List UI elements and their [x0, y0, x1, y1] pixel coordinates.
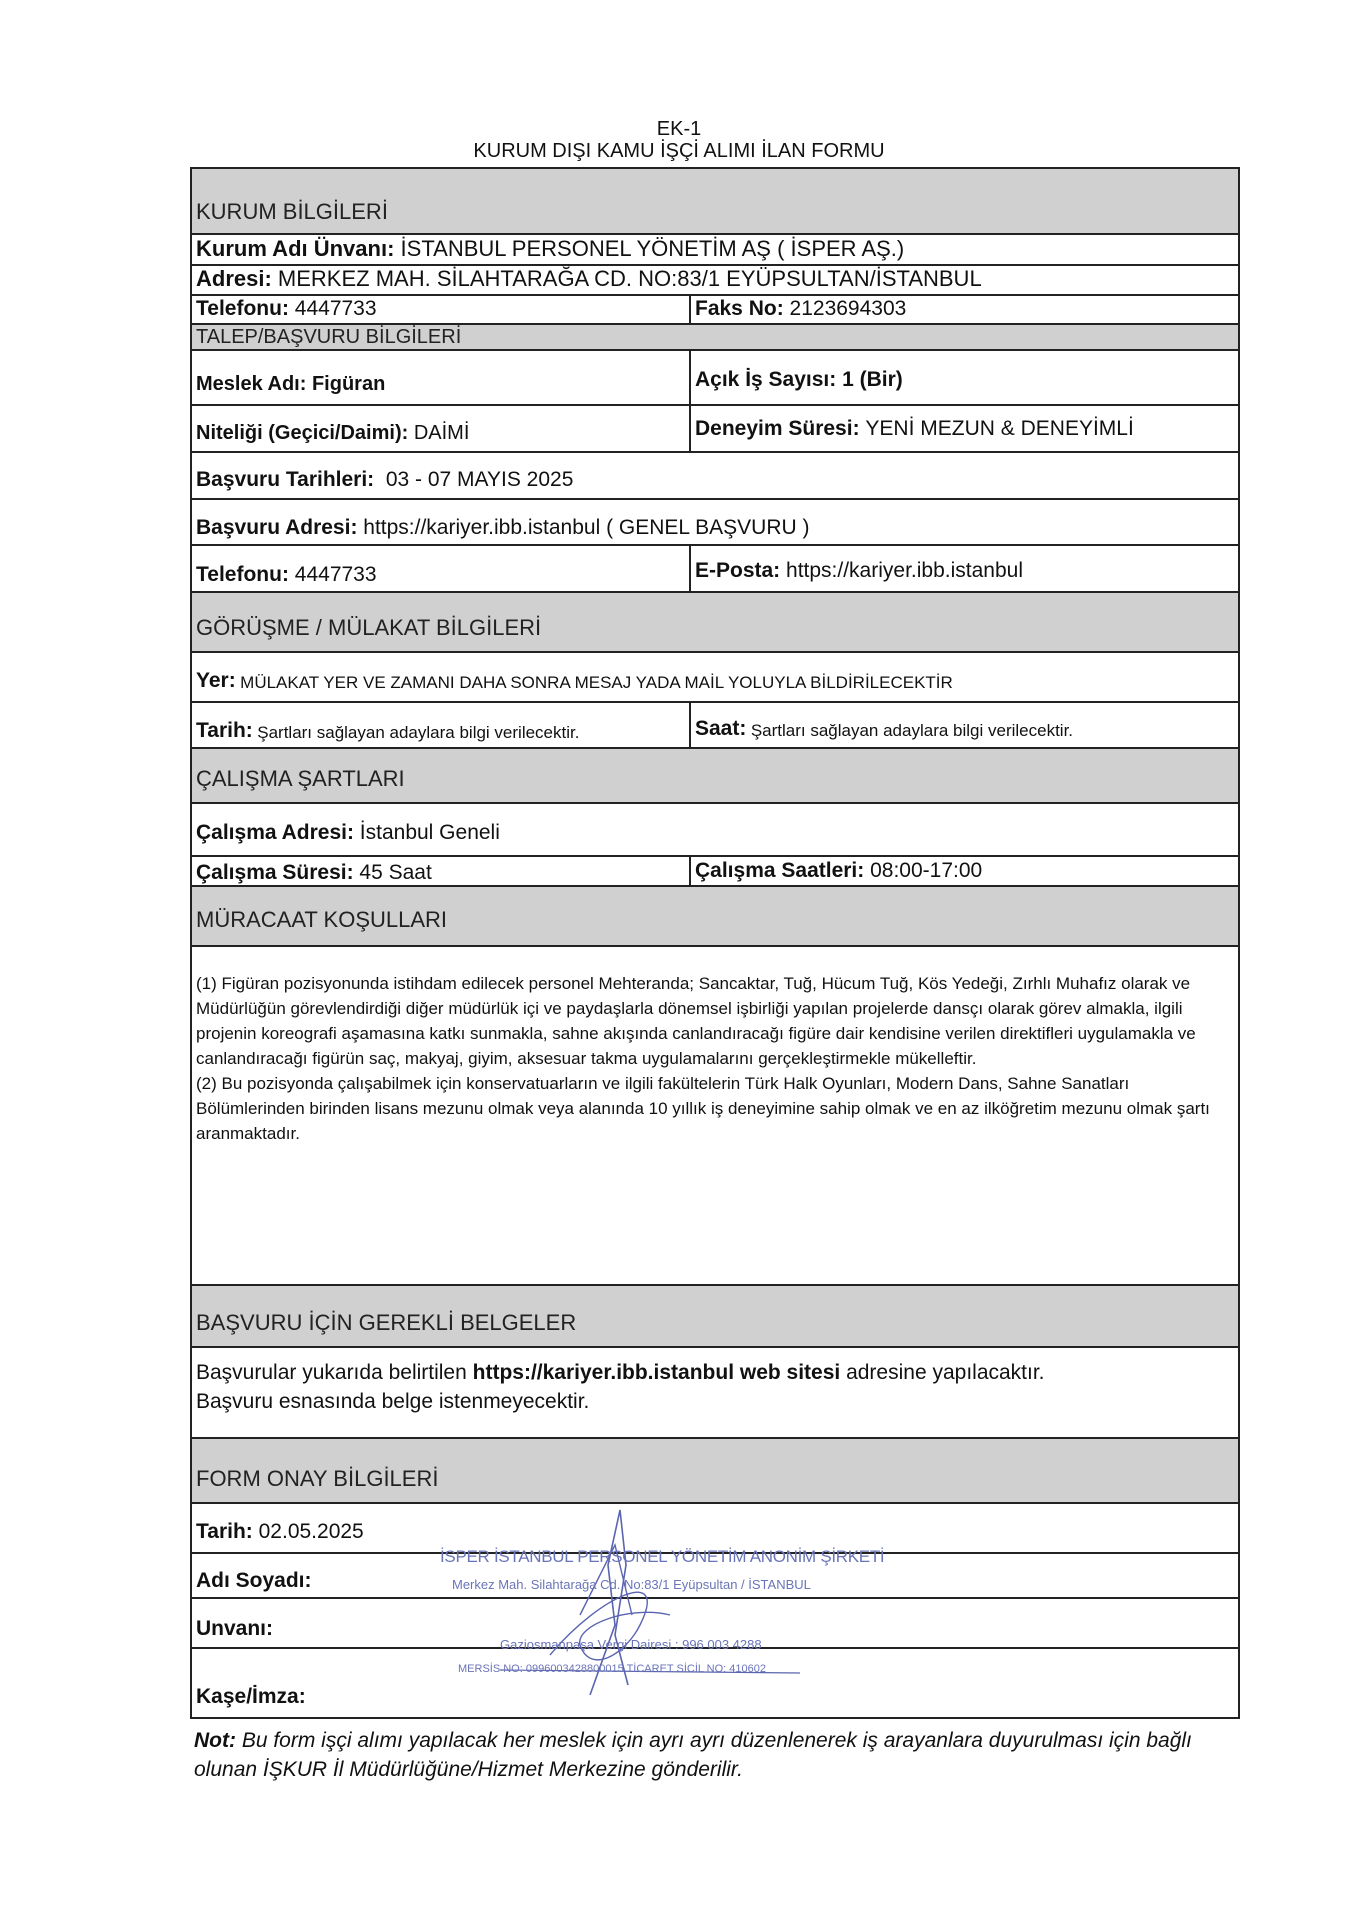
field-label: Faks No:	[695, 297, 784, 320]
field-label: Adı Soyadı:	[196, 1569, 312, 1592]
note-text: Bu form işçi alımı yapılacak her meslek için ayrı ayrı düzenlenerek iş arayanlara duyurulması için bağlı olunan İŞKUR İl Müdürlüğüne/Hizmet Merkezine gönderilir.	[194, 1729, 1192, 1781]
apply-address-value: https://kariyer.ibb.istanbul ( GENEL BAŞVURU )	[363, 516, 810, 539]
stamp-address: Merkez Mah. Silahtarağa Cd. No:83/1 Eyüpsultan / İSTANBUL	[452, 1577, 811, 1592]
email-value: https://kariyer.ibb.istanbul	[786, 559, 1023, 582]
work-duration-value: 45 Saat	[359, 861, 432, 884]
section-kurum	[192, 169, 1238, 235]
row-kurum-phone	[192, 296, 1238, 325]
field-label: Çalışma Adresi:	[196, 821, 354, 844]
annex-label: EK-1	[656, 118, 702, 140]
section-muracaat	[192, 887, 1238, 947]
row-apply-address	[192, 500, 1238, 546]
field-label: Başvuru Tarihleri:	[196, 468, 375, 491]
section-title: TALEP/BAŞVURU BİLGİLERİ	[196, 326, 462, 348]
row-documents	[192, 1348, 1238, 1439]
row-contact	[192, 546, 1238, 593]
row-interview-place	[192, 653, 1238, 703]
section-onay	[192, 1439, 1238, 1504]
footer-note	[194, 1726, 1234, 1784]
field-label: Başvuru Adresi:	[196, 516, 358, 539]
announcement-form	[190, 167, 1240, 1719]
row-interview-time	[192, 703, 1238, 749]
section-title: KURUM BİLGİLERİ	[196, 199, 388, 224]
section-title: GÖRÜŞME / MÜLAKAT BİLGİLERİ	[196, 615, 542, 640]
field-label: Saat:	[695, 717, 747, 740]
openings-value: 1 (Bir)	[842, 368, 903, 391]
dates-value: 03 - 07 MAYIS 2025	[385, 468, 574, 491]
condition-1: (1) Figüran pozisyonunda istihdam edilecek personel Mehteranda; Sancaktar, Tuğ, Hücum Tuğ, Kös Yedeği, Zırhlı Muhafız olarak ve Müdürlüğün görevlendirdiği diğer müdürlük içi ve paydaşlarla dönemsel işbirliği yapılan projelerde dansçı olarak görev almakla, ilgili projenin koreografi aşamasına katkı sunmakla, sahne akışında canlandıracağı figüre dair kendisine verilen direktifleri uygulamakla ve canlandıracağı figürün saç, makyaj, giyim, aksesuar takma uygulamalarını gerçekleştirmekle mükelleftir.	[196, 974, 1196, 1068]
company-stamp	[440, 1505, 885, 1695]
form-title: KURUM DIŞI KAMU İŞÇİ ALIMI İLAN FORMU	[473, 140, 885, 162]
field-label: Çalışma Saatleri:	[695, 859, 865, 882]
field-label: Adresi:	[196, 266, 272, 291]
talep-phone-value: 4447733	[294, 563, 377, 586]
work-address-value: İstanbul Geneli	[359, 821, 500, 844]
section-talep	[192, 325, 1238, 351]
row-conditions	[192, 947, 1238, 1286]
stamp-company-name: İSPER İSTANBUL PERSONEL YÖNETİM ANONİM ŞİRKETİ	[440, 1547, 885, 1566]
type-value: DAİMİ	[413, 422, 470, 444]
field-label: Kaşe/İmza:	[196, 1685, 306, 1708]
kurum-name-value: İSTANBUL PERSONEL YÖNETİM AŞ ( İSPER AŞ.)	[400, 236, 905, 261]
field-label: Telefonu:	[196, 297, 289, 320]
form-header	[0, 118, 1358, 162]
field-label: Meslek Adı:	[196, 373, 307, 395]
field-label: Deneyim Süresi:	[695, 417, 860, 440]
stamp-tax-office: Gaziosmanpaşa Vergi Dairesi : 996 003 4288	[500, 1637, 762, 1652]
section-gorusme	[192, 593, 1238, 653]
section-belgeler	[192, 1286, 1238, 1348]
row-work-hours	[192, 857, 1238, 887]
interview-place-value: MÜLAKAT YER VE ZAMANI DAHA SONRA MESAJ YADA MAİL YOLUYLA BİLDİRİLECEKTİR	[240, 673, 953, 692]
condition-2: (2) Bu pozisyonda çalışabilmek için konservatuarların ve ilgili fakültelerin Türk Halk Oyunları, Modern Dans, Sahne Sanatları Bölümlerinden birinden lisans mezunu olmak veya alanında 10 yıllık iş deneyimine sahip olmak ve en az ilköğretim mezunu olmak şartı aranmaktadır.	[196, 1074, 1210, 1143]
field-label: E-Posta:	[695, 559, 781, 582]
row-dates	[192, 453, 1238, 500]
row-work-address	[192, 804, 1238, 857]
documents-text-part: Başvurular yukarıda belirtilen	[196, 1361, 473, 1384]
field-label: Kurum Adı Ünvanı:	[196, 236, 395, 261]
section-title: MÜRACAAT KOŞULLARI	[196, 907, 448, 932]
documents-text-part: adresine yapılacaktır.	[840, 1361, 1045, 1384]
interview-time-value: Şartları sağlayan adaylara bilgi verilecektir.	[750, 721, 1074, 740]
kurum-address-value: MERKEZ MAH. SİLAHTARAĞA CD. NO:83/1 EYÜPSULTAN/İSTANBUL	[277, 266, 982, 291]
documents-text	[192, 1348, 1238, 1416]
section-calisma	[192, 749, 1238, 804]
field-label: Niteliği (Geçici/Daimi):	[196, 422, 409, 444]
kurum-phone-value: 4447733	[294, 297, 377, 320]
section-title: ÇALIŞMA ŞARTLARI	[196, 766, 405, 791]
field-label: Telefonu:	[196, 563, 289, 586]
interview-date-value: Şartları sağlayan adaylara bilgi verilecektir.	[257, 723, 580, 742]
row-kurum-name	[192, 235, 1238, 266]
section-title: BAŞVURU İÇİN GEREKLİ BELGELER	[196, 1310, 577, 1335]
row-kurum-address	[192, 266, 1238, 296]
approval-date-value: 02.05.2025	[258, 1520, 364, 1543]
section-title: FORM ONAY BİLGİLERİ	[196, 1466, 439, 1491]
conditions-text	[192, 959, 1238, 1146]
work-hours-value: 08:00-17:00	[870, 859, 983, 882]
row-job	[192, 351, 1238, 406]
kurum-fax-value: 2123694303	[789, 297, 907, 320]
field-label: Çalışma Süresi:	[196, 861, 354, 884]
documents-link-text: https://kariyer.ibb.istanbul web sitesi	[472, 1361, 841, 1384]
row-type	[192, 406, 1238, 453]
field-label: Yer:	[196, 669, 236, 692]
field-label: Tarih:	[196, 719, 253, 742]
field-label: Unvanı:	[196, 1617, 274, 1640]
field-label: Açık İş Sayısı:	[695, 368, 837, 391]
stamp-registry: MERSİS NO: 0996003428800015 TİCARET SİCİL NO: 410602	[458, 1663, 766, 1675]
job-value: Figüran	[311, 373, 386, 395]
field-label: Tarih:	[196, 1520, 253, 1543]
note-label: Not:	[194, 1729, 236, 1752]
documents-line-2: Başvuru esnasında belge istenmeyecektir.	[196, 1390, 590, 1413]
experience-value: YENİ MEZUN & DENEYİMLİ	[865, 417, 1134, 440]
